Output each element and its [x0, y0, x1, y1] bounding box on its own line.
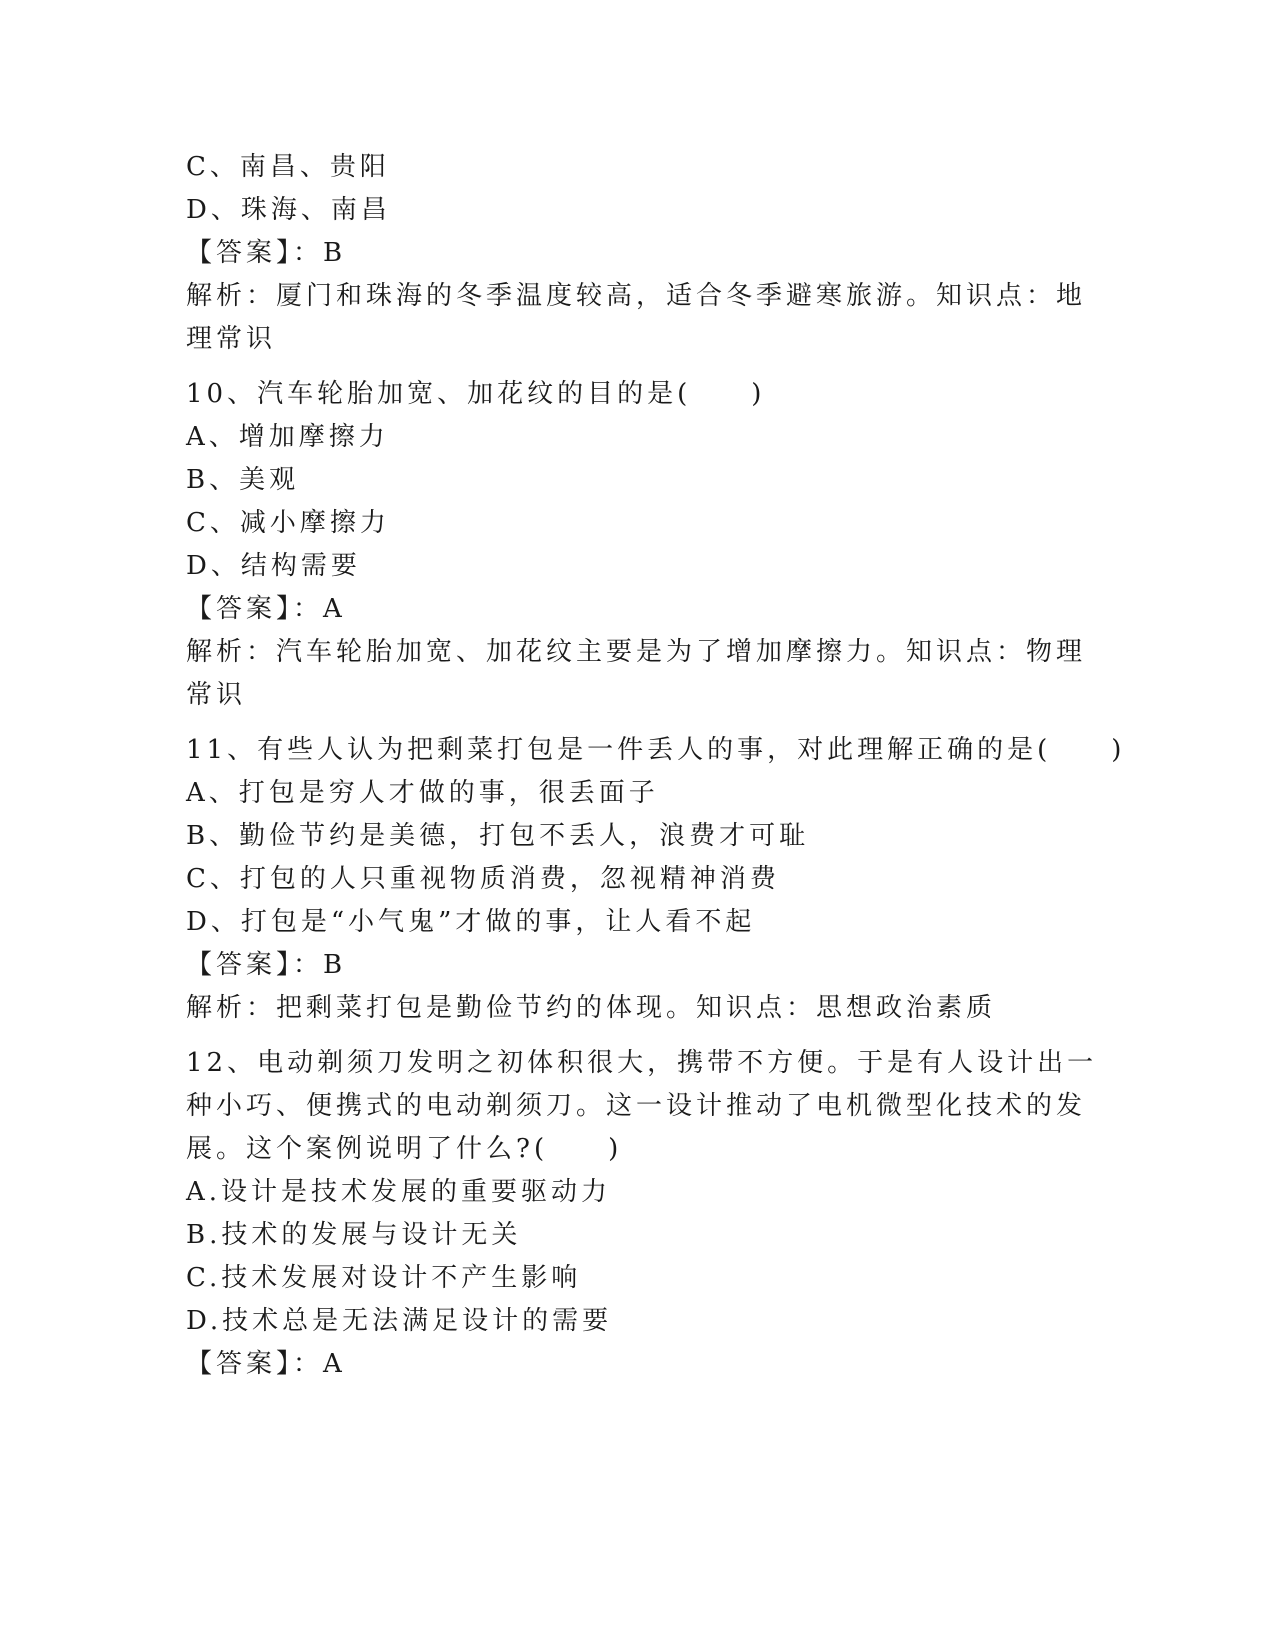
- question-9-tail: [186, 146, 1087, 361]
- question-text: 11、有些人认为把剩菜打包是一件丢人的事，对此理解正确的是( ): [186, 735, 1126, 765]
- analysis-line-1: 解析：厦门和珠海的冬季温度较高，适合冬季避寒旅游。知识点：地: [186, 281, 1087, 311]
- question-11: [186, 729, 1126, 1030]
- answer: 【答案】：A: [186, 1349, 346, 1379]
- option-c: C.技术发展对设计不产生影响: [186, 1263, 582, 1293]
- option-a: A、打包是穷人才做的事，很丢面子: [186, 778, 659, 808]
- question-text-line-1: 12、电动剃须刀发明之初体积很大，携带不方便。于是有人设计出一: [186, 1048, 1098, 1078]
- analysis-line-2: 常识: [186, 680, 247, 710]
- answer: 【答案】：B: [186, 950, 347, 980]
- option-a: A.设计是技术发展的重要驱动力: [186, 1177, 612, 1207]
- option-c: C、南昌、贵阳: [186, 152, 390, 182]
- answer: 【答案】：A: [186, 594, 346, 624]
- document-page: [186, 146, 1126, 1386]
- option-a: A、增加摩擦力: [186, 422, 389, 452]
- question-text-line-2: 种小巧、便携式的电动剃须刀。这一设计推动了电机微型化技术的发: [186, 1091, 1087, 1121]
- question-10: [186, 373, 1087, 717]
- question-text: 10、汽车轮胎加宽、加花纹的目的是( ): [186, 379, 766, 409]
- option-b: B、美观: [186, 465, 300, 495]
- option-b: B、勤俭节约是美德，打包不丢人，浪费才可耻: [186, 821, 810, 851]
- option-c: C、打包的人只重视物质消费，忽视精神消费: [186, 864, 780, 894]
- option-b: B.技术的发展与设计无关: [186, 1220, 522, 1250]
- option-d: D.技术总是无法满足设计的需要: [186, 1306, 613, 1336]
- option-d: D、结构需要: [186, 551, 361, 581]
- analysis-line-1: 解析：汽车轮胎加宽、加花纹主要是为了增加摩擦力。知识点：物理: [186, 637, 1087, 667]
- answer: 【答案】：B: [186, 238, 347, 268]
- analysis-line-2: 理常识: [186, 324, 277, 354]
- option-c: C、减小摩擦力: [186, 508, 390, 538]
- question-text-line-3: 展。这个案例说明了什么?( ): [186, 1134, 623, 1164]
- question-12: [186, 1042, 1098, 1386]
- option-d: D、打包是“小气鬼”才做的事，让人看不起: [186, 907, 756, 937]
- analysis: 解析：把剩菜打包是勤俭节约的体现。知识点：思想政治素质: [186, 993, 997, 1023]
- option-d: D、珠海、南昌: [186, 195, 391, 225]
